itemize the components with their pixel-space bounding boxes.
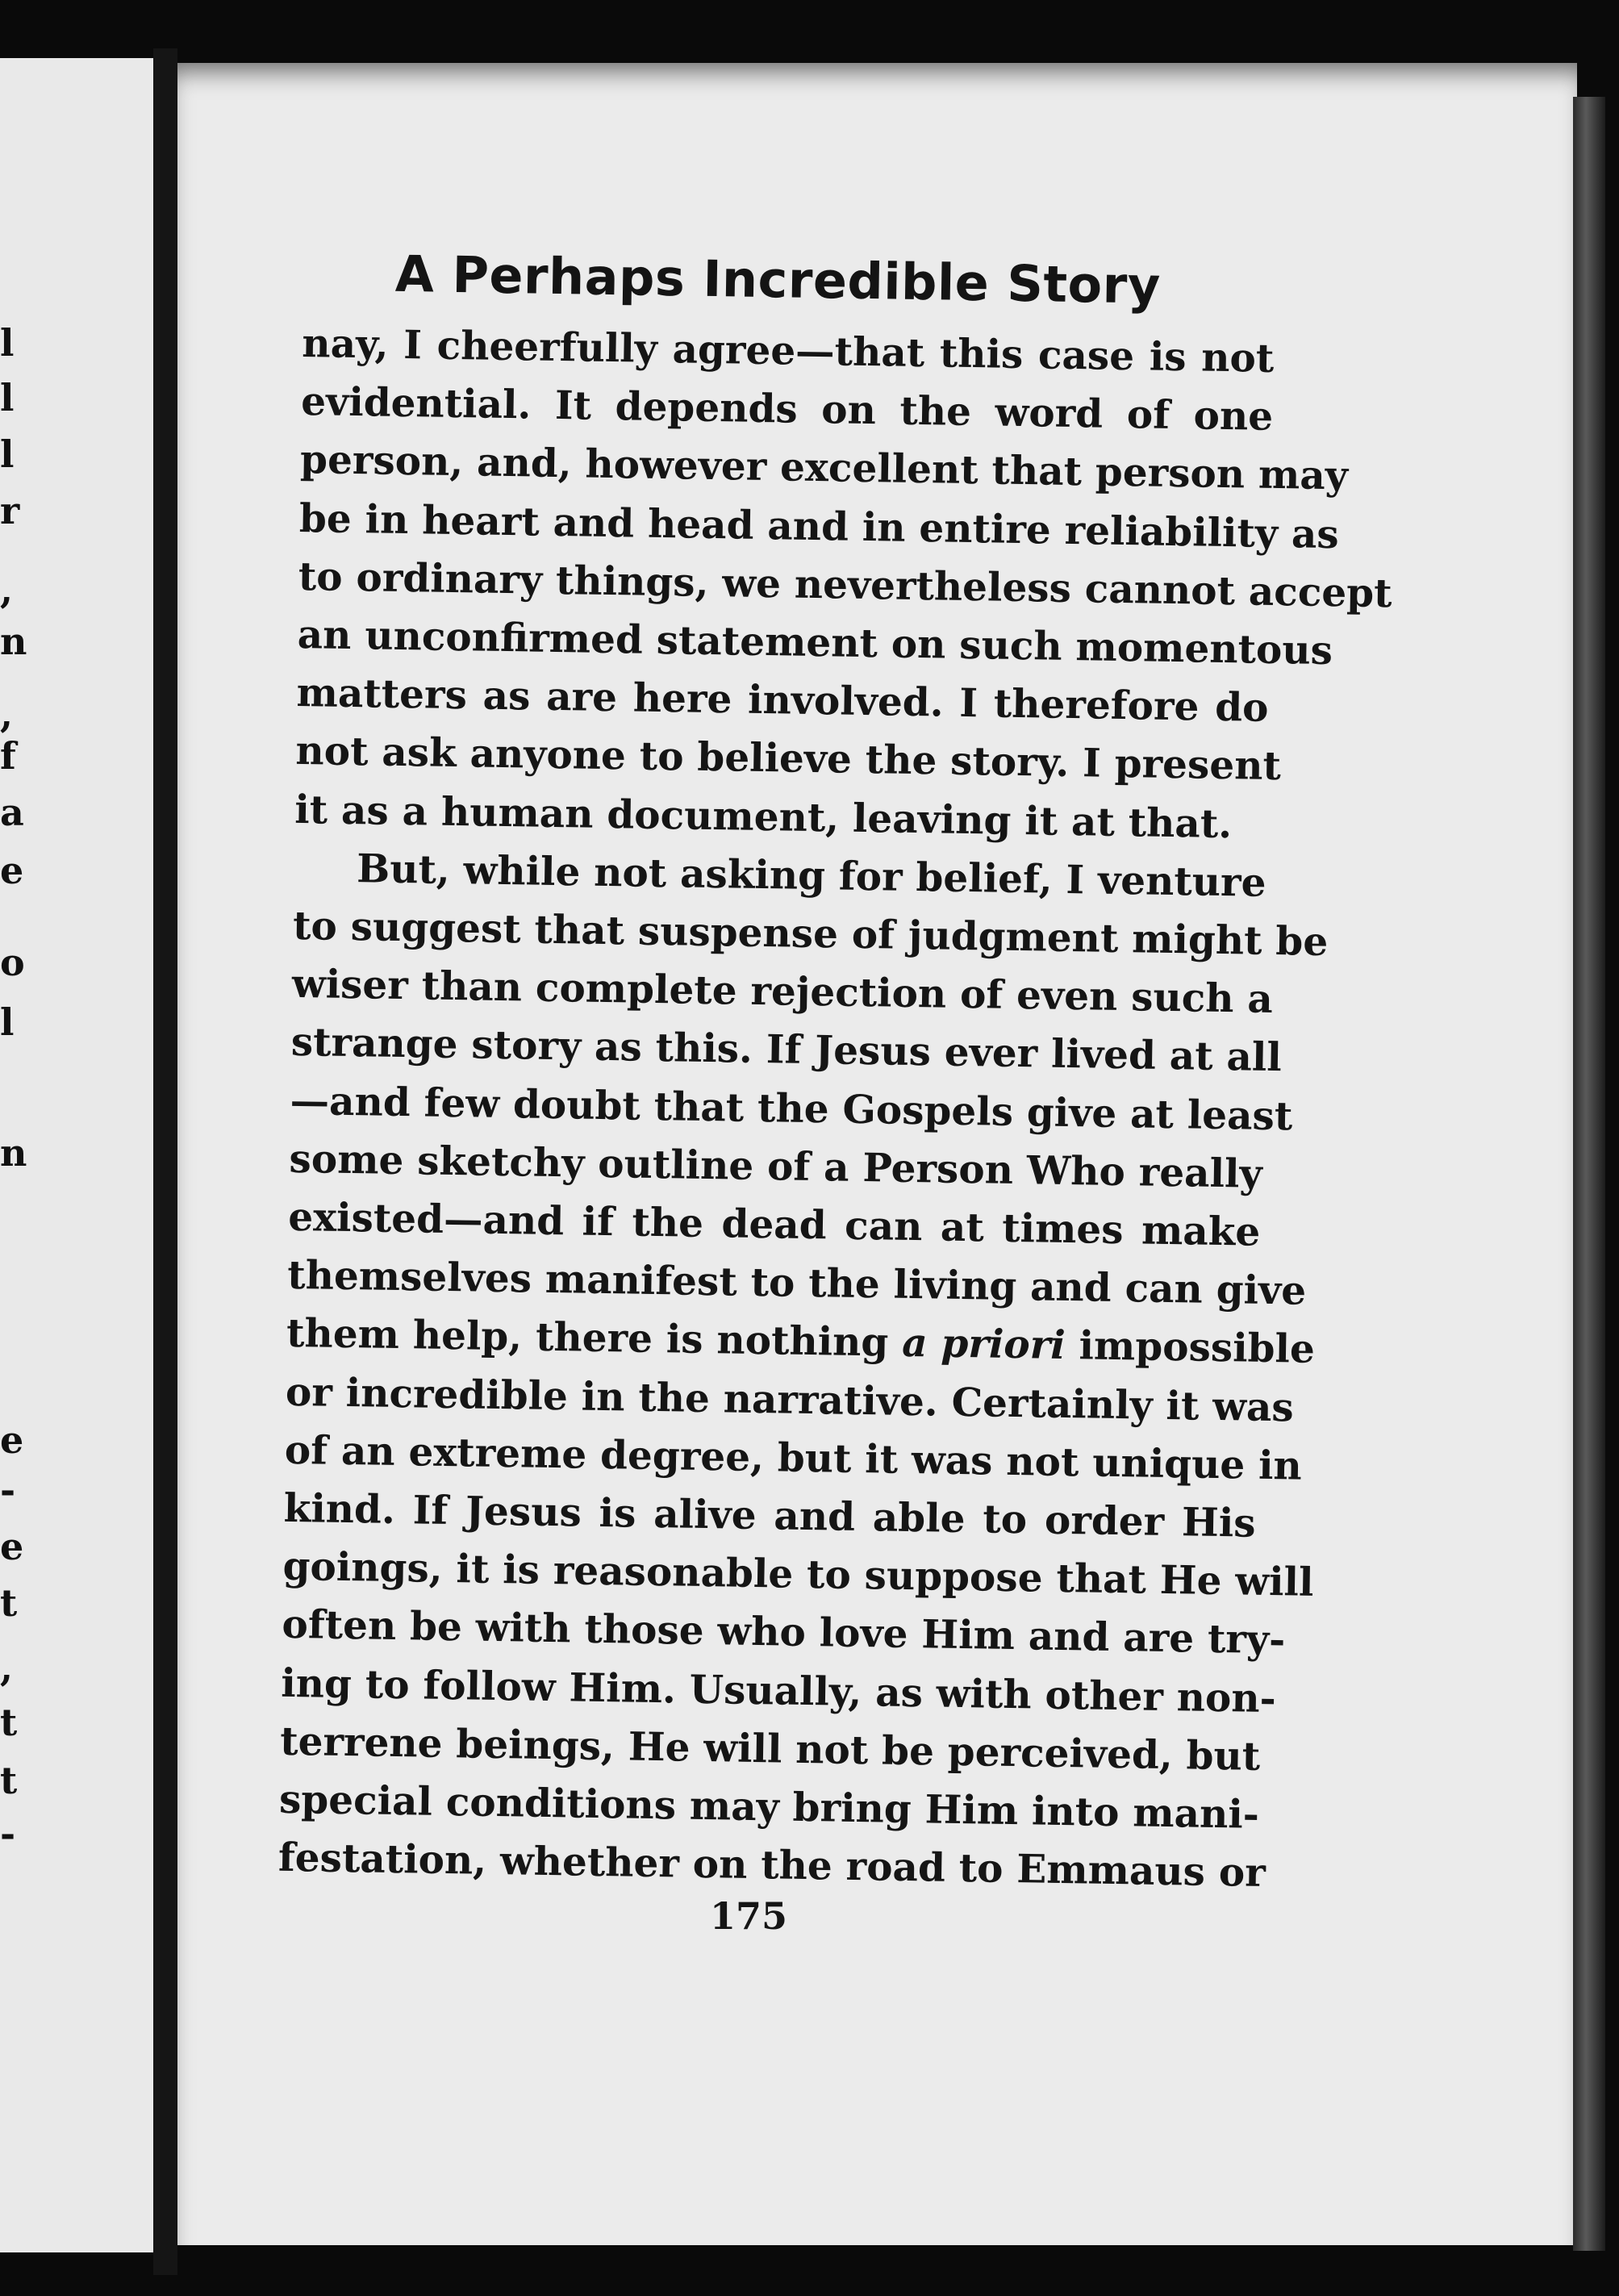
paragraph-2 xyxy=(277,839,1329,1902)
text-line: —and few doubt that the Gospels give at least xyxy=(290,1077,1293,1140)
text-line: ing to follow Him. Usually, as with other non- xyxy=(280,1659,1277,1722)
text-line: existed—and if the dead can at times make xyxy=(287,1193,1261,1255)
left-page-fragment: f xyxy=(0,734,16,778)
left-page-fragment: , xyxy=(0,1646,14,1689)
left-page-fragment: t xyxy=(0,1701,18,1744)
left-page-fragment: a xyxy=(0,791,24,834)
text-line: or incredible in the narrative. Certainly it was xyxy=(285,1368,1295,1431)
left-page-fragment: l xyxy=(0,1000,15,1044)
text-line: wiser than complete rejection of even such a xyxy=(291,961,1274,1023)
text-line: festation, whether on the road to Emmaus or xyxy=(277,1835,1266,1897)
text-line: special conditions may bring Him into mani- xyxy=(278,1776,1260,1838)
text-line: to ordinary things, we nevertheless cannot accept xyxy=(298,553,1392,617)
text-line: matters as are here involved. I therefore do xyxy=(296,670,1269,732)
text-line: goings, it is reasonable to suppose that He will xyxy=(282,1543,1314,1606)
left-page-fragment: r xyxy=(0,489,20,532)
left-page-fragment: l xyxy=(0,321,15,365)
left-page-fragment: - xyxy=(0,1468,16,1512)
left-page-fragment: t xyxy=(0,1581,18,1625)
text-run: impossible xyxy=(1065,1322,1316,1373)
book-gutter xyxy=(153,48,177,2275)
running-head: A Perhaps Incredible Story xyxy=(394,244,1162,315)
body-text xyxy=(277,315,1392,1902)
left-page-fragment: e xyxy=(0,849,24,892)
text-line: strange story as this. If Jesus ever lived at all xyxy=(290,1019,1283,1081)
text-line: evidential. It depends on the word of one xyxy=(300,378,1274,440)
text-line: terrene beings, He will not be perceived, but xyxy=(279,1718,1261,1780)
left-page-fragment: e xyxy=(0,1418,24,1462)
text-line: an unconfirmed statement on such momentous xyxy=(297,611,1333,674)
left-page-fragment: o xyxy=(0,941,25,984)
text-line: be in heart and head and in entire reliability as xyxy=(298,495,1340,557)
left-page-fragment: l xyxy=(0,376,15,420)
text-line: person, and, however excellent that person may xyxy=(299,436,1349,499)
left-page-fragment: n xyxy=(0,1131,27,1175)
left-page-fragment: , xyxy=(0,692,14,736)
text-line: kind. If Jesus is alive and able to order His xyxy=(283,1484,1257,1547)
left-page-fragment: t xyxy=(0,1759,18,1802)
page-edge-shadow xyxy=(1573,97,1605,2251)
left-page-fragment: l xyxy=(0,432,15,476)
italic-phrase: a priori xyxy=(901,1320,1066,1369)
page-number: 175 xyxy=(709,1894,788,1938)
left-page-fragment: e xyxy=(0,1525,24,1568)
text-line: of an extreme degree, but it was not unique in xyxy=(284,1426,1303,1489)
text-line: nay, I cheerfully agree—that this case is not xyxy=(301,319,1275,382)
text-line: But, while not asking for belief, I venture xyxy=(356,845,1266,906)
left-page-fragment: - xyxy=(0,1812,16,1856)
left-page-fragment: , xyxy=(0,568,14,612)
left-page-edge xyxy=(0,58,156,2252)
text-line: themselves manifest to the living and can give xyxy=(286,1252,1307,1314)
text-run: them help, there is nothing xyxy=(286,1310,903,1367)
text-line: to suggest that suspense of judgment might be xyxy=(292,902,1329,966)
paragraph-1 xyxy=(294,315,1392,854)
text-line: it as a human document, leaving it at that. xyxy=(294,786,1233,847)
text-line: not ask anyone to believe the story. I present xyxy=(295,728,1282,790)
text-line: often be with those who love Him and are try- xyxy=(282,1601,1286,1664)
text-line: some sketchy outline of a Person Who really xyxy=(289,1135,1263,1197)
left-page-fragment: n xyxy=(0,620,27,663)
